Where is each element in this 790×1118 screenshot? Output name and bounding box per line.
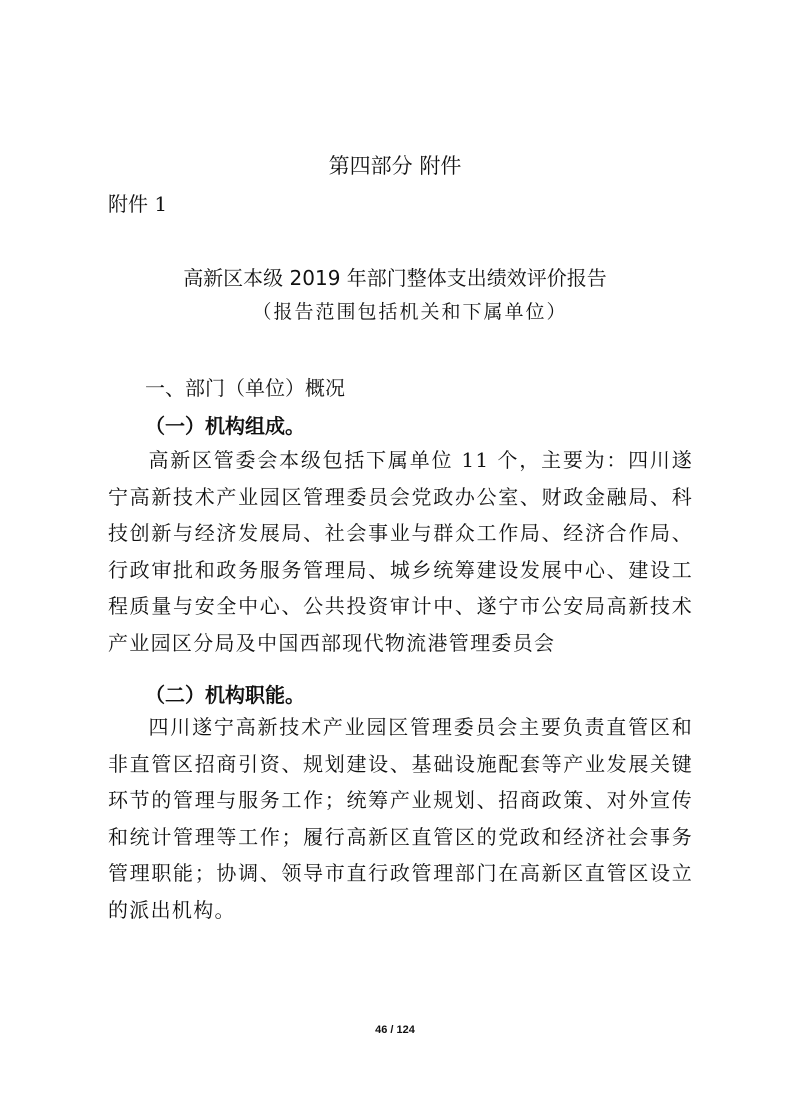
- report-subtitle: （报告范围包括机关和下属单位）: [252, 301, 568, 323]
- paragraph-functions-text: 四川遂宁高新技术产业园区管理委员会主要负责直管区和非直管区招商引资、规划建设、基础设施配套等产业发展关键环节的管理与服务工作；统筹产业规划、招商政策、对外宣传和统计管理等工作；履行高新区直管区的党政和经济社会事务管理职能；协调、领导市直行政管理部门在高新区直管区设立的派出机构。: [108, 715, 693, 922]
- subsection-heading-functions: （二）机构职能。: [145, 683, 305, 707]
- paragraph-composition-text: 高新区管委会本级包括下属单位 11 个，主要为：四川遂宁高新技术产业园区管理委员会党政办公室、财政金融局、科技创新与经济发展局、社会事业与群众工作局、经济合作局、行政审批和政务服务管理局、城乡统筹建设发展中心、建设工程质量与安全中心、公共投资审计中、遂宁市公安局高新技术产业园区分局及中国西部现代物流港管理委员会: [108, 448, 693, 655]
- paragraph-composition: [108, 442, 693, 661]
- report-title: 高新区本级 2019 年部门整体支出绩效评价报告: [183, 266, 607, 290]
- part-title: 第四部分 附件: [328, 154, 462, 178]
- page-number: 46 / 124: [375, 1024, 415, 1036]
- annex-label: 附件 1: [108, 192, 168, 216]
- section-heading: 一、部门（单位）概况: [145, 376, 345, 400]
- subsection-heading-composition: （一）机构组成。: [145, 414, 305, 438]
- paragraph-functions: [108, 709, 693, 928]
